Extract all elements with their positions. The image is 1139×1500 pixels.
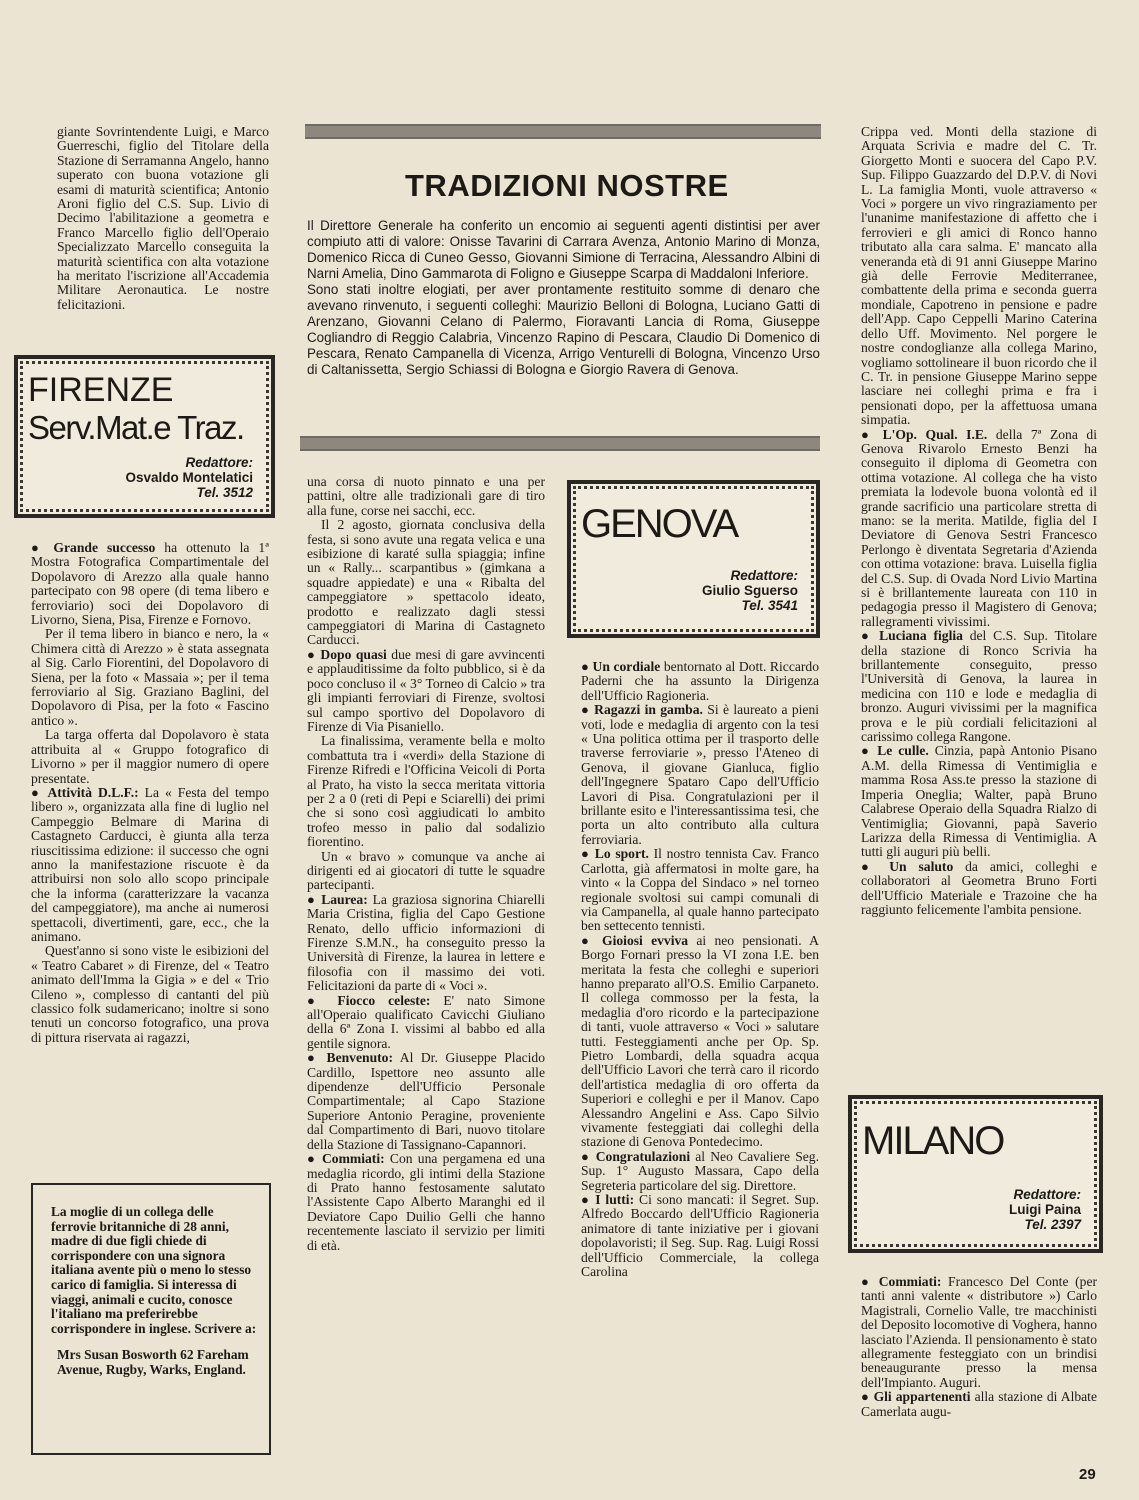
bullet-icon: ● <box>861 858 878 874</box>
notice-box <box>31 1183 271 1455</box>
genova-redattore-box <box>567 480 820 638</box>
paragraph: Quest'anno si sono viste le esibizioni del « Teatro Cabaret » di Firenze, del « Teatro animato dell'Imma la Gigia » e del « Trio Cileno », complesso di cantanti del più classico folk sudamericano; inoltre si sono tenuti un concorso fotografico, una prova di pittura riservata ai ragazzi, <box>31 943 269 1045</box>
redattore-tel: Tel. 2397 <box>1024 1217 1081 1232</box>
redattore-tel: Tel. 3512 <box>196 485 253 500</box>
list-item: ● Un cordiale bentornato al Dott. Riccardo Paderni che ha assunto la Dirigenza dell'Ufficio Ragioneria. <box>581 659 820 703</box>
redattore-tel: Tel. 3541 <box>741 598 798 613</box>
list-item: ● Grande successo ha ottenuto la 1ª Mostra Fotografica Compartimentale del Dopolavoro di Arezzo alla quale hanno partecipato con 98 opere (di tema libero e ferroviario) soci dei Dopolavoro di Livorno, Siena, Pisa, Firenze e Fornovo. <box>31 540 269 628</box>
intro-paragraph: giante Sovrintendente Luigi, e Marco Guerreschi, figlio del Titolare della Stazione di Serramanna Angelo, hanno superato con buona votazione gli esami di maturità scientifica; Antonio Aroni figlio del C.S. Sup. Livio di Decimo l'abilitazione a geometra e Franco Marcello figlio dell'Operaio Specializzato Marcello conseguita la maturità scientifica con alta votazione ha meritato l'iscrizione all'Accademia Militare Aeronautica. Le nostre felicitazioni. <box>57 124 269 312</box>
page-title: TRADIZIONI NOSTRE <box>405 168 729 203</box>
milano-redattore-box <box>848 1095 1103 1253</box>
paragraph: La finalissima, veramente bella e molto combattuta tra i «verdi» della Stazione di Firenze Rifredi e l'Officina Veicoli di Porta al Prato, ha visto la secca meritata vittoria per 2 a 0 (reti di Pepi e Sciarelli) dei primi che si sono così aggiudicati lo ambito trofeo messo in palio dal sodalizio fiorentino. <box>307 733 545 850</box>
list-item: ● Luciana figlia del C.S. Sup. Titolare della stazione di Ronco Scrivia ha brillantemente conseguito, presso l'Università di Genova, la laurea in medicina con 110 e lode e medaglia di bronzo. Auguri vivissimi per la magnifica prova e le più cordiali felicitazioni al carissimo collega Rangone. <box>861 628 1097 745</box>
paragraph: Un « bravo » comunque va anche ai dirigenti ed ai giocatori di tutte le squadre partecipanti. <box>307 848 545 893</box>
page-number: 29 <box>1079 1466 1096 1483</box>
section-divider-top <box>305 124 821 139</box>
genova-credits <box>702 568 798 613</box>
bullet-icon: ● <box>581 1148 591 1164</box>
bullet-icon: ● <box>861 1389 870 1405</box>
bullet-icon: ● <box>581 932 594 948</box>
list-item: ● Congratulazioni al Neo Cavaliere Seg. Sup. 1° Augusto Massara, Capo della Segreteria particolare del sig. Direttore. <box>581 1148 819 1193</box>
bullet-icon: ● <box>307 1151 317 1167</box>
list-item: ● Commiati: Con una pergamena ed una medaglia ricordo, gli intimi della Stazione di Prato hanno festosamente salutato l'Assistente Capo Alberto Maranghi ed il Deviatore Capo Duilio Gelli che hanno recentemente lasciato il servizio per limiti di età. <box>307 1151 545 1253</box>
column-3 <box>581 660 819 1279</box>
notice-text: La moglie di un collega delle ferrovie britanniche di 28 anni, madre di due figli chiede di corrispondere con una signora italiana avente più o meno lo stesso carico di famiglia. Si interessa di viaggi, animali e cucito, conosce l'italiano ma preferirebbe corrispondere in inglese. Scrivere a: <box>51 1204 257 1336</box>
redattore-label: Redattore: <box>185 455 253 470</box>
bullet-icon: ● <box>581 659 589 674</box>
bullet-icon: ● <box>581 702 590 718</box>
paragraph: Per il tema libero in bianco e nero, la « Chimera città di Arezzo » è stata assegnata al Sig. Carlo Fiorentini, del Dopolavoro di Siena, per la foto « Massaia »; per il tema ferroviario al Sig. Graziano Baglini, del Dopolavoro di Pisa, per la foto « Fascino antico ». <box>31 626 269 728</box>
column-1-body <box>31 541 269 1045</box>
bullet-icon: ● <box>31 540 45 555</box>
firenze-credits <box>125 455 253 500</box>
list-item: ● Lo sport. Il nostro tennista Cav. Franco Carlotta, già affermatosi in molte gare, ha vinto « la Coppa del Sindaco » nel torneo regionale svoltosi sui campi comunali di via Campanella, al quale hanno partecipato ben settecento tennisti. <box>581 846 819 934</box>
bullet-icon: ● <box>861 426 875 442</box>
bullet-icon: ● <box>861 1274 873 1289</box>
list-item: ● I lutti: Ci sono mancati: il Segret. Sup. Alfredo Boccardo dell'Ufficio Ragioneria animatore di tante iniziative per i giovani dopolavoristi; il Seg. Sup. Rag. Luigi Rossi dell'Ufficio Commerciale, la collega Carolina <box>581 1192 819 1280</box>
column-1 <box>57 125 269 312</box>
firenze-redattore-box <box>14 355 275 518</box>
column-2 <box>307 475 545 1253</box>
redattore-name: Osvaldo Montelatici <box>125 470 253 485</box>
column-4 <box>861 125 1097 917</box>
bullet-icon: ● <box>307 891 317 907</box>
list-item: ● Commiati: Francesco Del Conte (per tanti anni valente « distributore ») Carlo Magistrali, Cornelio Valle, tre macchinisti del Deposito locomotive di Voghera, hanno lasciato l'Azienda. Il pensionamento è stato allegramente festeggiato con un brindisi beneaugurante presso la mensa dell'Impianto. Auguri. <box>861 1274 1098 1390</box>
notice-address: Mrs Susan Bosworth 62 Fareham Avenue, Rugby, Warks, England. <box>57 1347 249 1377</box>
bullet-icon: ● <box>307 646 316 662</box>
list-item: ● Le culle. Cinzia, papà Antonio Pisano A.M. della Rimessa di Ventimiglia e mamma Rosa Ass.te presso la stazione di Imperia Oneglia; Walter, papà Bruno Calabrese Operaio della Squadra Rialzo di Ventimiglia; Giovanni, papà Saverio Larizza della Rimessa di Ventimiglia. A tutti gli auguri più belli. <box>861 743 1097 860</box>
bullet-icon: ● <box>861 628 873 644</box>
paragraph: Crippa ved. Monti della stazione di Arquata Scrivia e madre del C. Tr. Giorgetto Monti e suocera del Capo P.V. Sup. Filippo Guazzardo del D.P.V. di Novi L. La famiglia Monti, vuole attraverso « Voci » porgere un vivo ringraziamento per l'unanime manifestazione di affetto che i ferrovieri e gli amici di Ronco hanno tributato alla cara salma. E' mancato alla veneranda età di 91 anni Giuseppe Marino già delle Ferrovie Mediterranee, combattente della prima e seconda guerra mondiale, Capotreno in pensione e padre dell'App. Capo Ceppelli Marino Caterina dello Uff. Movimento. Nel porgere le nostre condoglianze alla collega Marino, vogliamo sottolineare il buon ricordo che il C. Tr. in pensione Giuseppe Marino seppe lasciare nei colleghi prima e fra i pensionati dopo, per la affettuosa umana simpatia. <box>861 124 1097 428</box>
redattore-label: Redattore: <box>730 568 798 583</box>
tradizioni-text <box>307 218 820 378</box>
column-4-bottom <box>861 1275 1097 1419</box>
bullet-icon: ● <box>307 992 325 1008</box>
bullet-icon: ● <box>861 743 872 759</box>
list-item: ● Attività D.L.F.: La « Festa del tempo libero », organizzata alla fine di luglio nel Campeggio Belmare di Marina di Castagneto Carducci, è giunta alla terza riuscitissima edizione: il successo che ogni anno la manifestazione riscuote è da attribuirsi non solo allo scopo principale che la informa (caratterizzare la vacanza del campeggiatore), ma anche ai numerosi spettacoli, divertimenti, gare, ecc., che la animano. <box>31 784 270 944</box>
redattore-name: Luigi Paina <box>1008 1202 1081 1217</box>
list-item: ● Fiocco celeste: E' nato Simone all'Operaio qualificato Cavicchi Giuliano della 6ª Zona I. vissimi al babbo ed alla gentile signora. <box>307 992 545 1051</box>
list-item: ● Benvenuto: Al Dr. Giuseppe Placido Cardillo, Ispettore neo assunto alle dipendenze dell'Ufficio Personale Compartimentale; al Capo Stazione Superiore Antonio Peragine, proveniente dal Compartimento di Bari, nuovo titolare della Stazione di Tassignano-Capannori. <box>307 1050 546 1152</box>
redattore-name: Giulio Sguerso <box>701 583 798 598</box>
bullet-icon: ● <box>307 1050 319 1066</box>
firenze-dept-title: Serv.Mat.e Traz. <box>28 409 244 446</box>
genova-city-title: GENOVA <box>581 502 738 546</box>
list-item: ● Ragazzi in gamba. Si è laureato a pieni voti, lode e medaglia di argento con la tesi « Una politica ottima per il trasporto delle traverse ferroviarie », presso l'Ateneo di Genova, il giovane Gianluca, figlio dell'Ingegnere Spataro Capo dell'Ufficio Lavori di Pisa. Congratulazioni per il brillante esito e l'interessantissima tesi, che porta un alto contributo alla cultura ferroviaria. <box>581 702 820 847</box>
list-item: ● Gioiosi evviva ai neo pensionati. A Borgo Fornari presso la VI zona I.E. ben meritata la festa che colleghi e superiori hanno preparato all'O.S. Emilio Carpaneto. Il collega commosso per la festa, la medaglia d'oro ricordo e la partecipazione di tanti, vuole attraverso « Voci » salutare tutti. Festeggiamenti anche per Op. Sp. Pietro Lombardi, della squadra acqua dell'Ufficio Lavori che terrà caro il ricordo dell'artistica medaglia di oro offerta da Superiori e colleghi e per il Manov. Capo Alessandro Angelini e Ass. Capo Silvio vivamente festeggiati dai colleghi della stazione di Genova Pontedecimo. <box>581 932 819 1150</box>
milano-credits <box>1009 1187 1081 1232</box>
list-item: ● Dopo quasi due mesi di gare avvincenti e applauditissime da folto pubblico, si è da poco concluso il « 3° Torneo di Calcio » tra gli impianti ferroviari di Firenze, svoltosi sul campo sportivo del Dopolavoro di Firenze di Via Pisaniello. <box>307 646 545 734</box>
list-item: ● Gli appartenenti alla stazione di Albate Camerlata augu- <box>861 1389 1097 1419</box>
paragraph: Sono stati inoltre elogiati, per aver prontamente restituito somme di denaro che avevano rinvenuto, i seguenti colleghi: Maurizio Belloni di Bologna, Luciano Gatti di Arenzano, Giovanni Celano di Palermo, Fioravanti Lancia di Roma, Giuseppe Cogliandro di Reggio Calabria, Vincenzo Rapino di Pescara, Claudio Di Domenico di Pescara, Renato Campanella di Vicenza, Arrigo Venturelli di Bologna, Vincenzo Urso di Caltanissetta, Sergio Schiassi di Bologna e Giorgio Ravera di Genova. <box>307 282 820 377</box>
paragraph: Il 2 agosto, giornata conclusiva della festa, si sono avute una regata velica e una esibizione di karaté sulla spiaggia; infine un « Rally... scarpantibus » (gimkana a squadre appiedate) e una « Ribalta del campeggiatore » spettacolo ideato, prodotto e realizzato dagli stessi campeggiatori di Marina di Castagneto Carducci. <box>307 517 545 648</box>
bullet-icon: ● <box>581 846 591 862</box>
list-item: ● Laurea: La graziosa signorina Chiarelli Maria Cristina, figlia del Capo Gestione Renato, dello ufficio informazioni di Firenze S.M.N., ha conseguito presso la Università di Firenze, la laurea in lettere e filosofia con il massimo dei voti. Felicitazioni da parte di « Voci ». <box>307 891 545 994</box>
section-divider-bottom <box>300 436 820 451</box>
paragraph: Il Direttore Generale ha conferito un encomio ai seguenti agenti distintisi per aver compiuto atti di valore: Onisse Tavarini di Carrara Avenza, Antonio Marino di Monza, Domenico Ricca di Cuneo Gesso, Giovanni Simione di Terracina, Alessandro Albini di Narni Amelia, Dino Gammarota di Foligno e Giuseppe Scarpa di Maddaloni Inferiore. <box>307 218 820 281</box>
bullet-icon: ● <box>31 784 42 800</box>
list-item: ● L'Op. Qual. I.E. della 7ª Zona di Genova Rivarolo Ernesto Benzi ha conseguito il diploma di Geometra con ottima votazione. Al collega che ha visto premiata la lodevole buona volontà ed il grande sacrificio una particolare stretta di mano: se la merita. Matilde, figlia del I Deviatore di Genova Sestri Francesco Perlongo è diventata Segretaria d'Azienda con ottima votazione: brava. Luisella figlia del C.S. Sup. di Ovada Nord Livio Martina si è brillantemente laureata con 110 in pedagogia presso il Magistero di Genova; rallegramenti vivissimi. <box>861 426 1098 629</box>
redattore-label: Redattore: <box>1013 1187 1081 1202</box>
firenze-city-title: FIRENZE <box>28 371 174 409</box>
paragraph: La targa offerta dal Dopolavoro è stata attribuita al « Gruppo fotografico di Livorno » per il maggior numero di opere presentate. <box>31 727 269 786</box>
paragraph: una corsa di nuoto pinnato e una per pattini, oltre alle tradizionali gare di tiro alla fune, corse nei sacchi, ecc. <box>307 474 545 518</box>
list-item: ● Un saluto da amici, colleghi e collaboratori al Geometra Bruno Forti dell'Ufficio Materiale e Trazoine che ha raggiunto felicemente l'ambita pensione. <box>861 858 1098 917</box>
bullet-icon: ● <box>581 1192 591 1208</box>
milano-city-title: MILANO <box>862 1119 1004 1163</box>
